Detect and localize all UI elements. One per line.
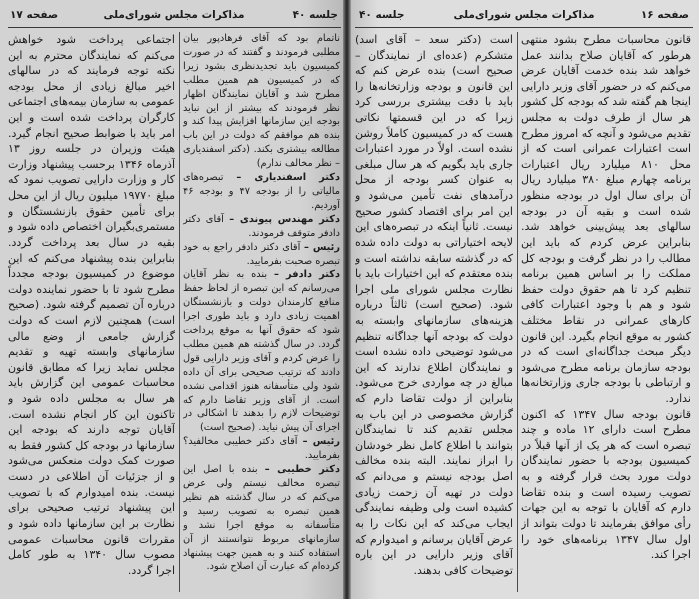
page-number: صفحه ۱۶ [640, 9, 689, 21]
paragraph-text: ناتمام بود که آقای فرهادپور بیان مطلبی فرمودند و گفتند که در صورت کمیسیون باید تجدیدنظری بشود زیرا که در کمیسیون هم همین مطلب مطرح شد و آقایان نمایندگان اظهار نظر فرمودند که بیشتر از این نباید بودجه این سازمانها افزایش پیدا کند و بنده هم موافقم که دولت در این باب مطالعه بیشتری بکند. (دکتر اسفندیاری – نظر مخالف ندارم) [183, 33, 340, 170]
paragraph-text: قانون بودجه سال ۱۳۴۷ که اکنون مطرح است دارای ۱۲ ماده و چند تبصره است که هر یک از آنها قبلاً در کمیسیون بودجه با حضور نمایندگان دولت مورد بحث قرار گرفته و به تصویب رسیده است و بنده تقاضا دارم که آقایان با توجه به این جهات رأی موافق بفرمایند تا دولت بتواند از اول سال ۱۳۴۷ برنامه‌های خود را اجرا کند. [521, 407, 691, 562]
speaker-name: رئیس – [303, 241, 340, 253]
book-gutter [343, 0, 351, 599]
paragraph [183, 241, 340, 269]
column-divider [517, 32, 518, 592]
page-title: مذاکرات مجلس شورای‌ملی [453, 9, 595, 21]
left-page [0, 0, 343, 599]
header-rule [355, 27, 693, 28]
page-title: مذاکرات مجلس شورای‌ملی [103, 9, 245, 21]
paragraph-text: بنده با اصل این تبصره مخالف نیستم ولی عرض می‌کنم که در سال گذشته هم نظیر همین تبصره به تصویب رسید و متأسفانه به موقع اجرا نشد و سازمانهای مربوط نتوانستند از آن استفاده کنند و به همین جهت پیشنهاد کرده‌ام که عبارت آن اصلاح شود. [183, 464, 340, 573]
paragraph-text: آقای دکتر دادفر متوقف فرمودند. [183, 213, 340, 239]
paragraph [521, 32, 691, 407]
paragraph [183, 435, 340, 463]
paragraph [183, 463, 340, 574]
paragraph-text: اجتماعی پرداخت شود خواهش می‌کنم که نمایندگان محترم به این نکته توجه فرمایند که در سالهای اخیر مبالغ زیادی از محل بودجه عمومی به سازمان بیمه‌های اجتماعی کارگران پرداخت شده است و این امر باید با ضوابط صحیح انجام گیرد. هیئت وزیران در جلسه روز ۱۳ آذرماه ۱۳۴۶ برحسب پیشنهاد وزارت کار و وزارت دارایی تصویب نمود که مبلغ ۱۹۷۷۰ میلیون ریال از این محل برای تأمین حقوق بازنشستگان و مستمری‌بگیران اختصاص داده شود و بقیه در سال بعد پرداخت گردد. بنابراین بنده پیشنهاد می‌کنم که این موضوع در کمیسیون بودجه مجدداً مطرح شود تا با حضور نماینده دولت درباره آن تصمیم گرفته شود. (صحیح است) همچنین لازم است که دولت گزارش جامعی از وضع مالی سازمانهای وابسته تهیه و تقدیم مجلس نماید زیرا که مطابق قانون محاسبات عمومی این گزارش باید هر سال به مجلس داده شود و تاکنون این کار انجام نشده است. آقایان توجه دارند که بودجه این سازمانها در بودجه کل کشور فقط به صورت کمک دولت منعکس می‌شود و از جزئیات آن اطلاعی در دست نیست. بنده امیدوارم که با تصویب این پیشنهاد ترتیب صحیحی برای نظارت بر این سازمانها داده شود و مقررات قانون محاسبات عمومی مصوب سال ۱۳۴۰ به طور کامل اجرا گردد. [8, 33, 175, 577]
paragraph-text: است (دکتر سعد – آقای اسد) متشکرم (عده‌ای از نمایندگان – صحیح است) بنده عرض کنم که این قانون و بودجه وزارتخانه‌ها را باید با دقت بیشتری بررسی کرد زیرا که در این قسمتها نکاتی هست که در کمیسیون کاملاً روشن نشده است. اولاً در مورد اعتبارات جاری باید بگویم که هر سال مبلغی به عنوان کسر بودجه از محل درآمدهای نفت تأمین می‌شود و این امر برای اقتصاد کشور صحیح نیست. ثانیاً اینکه در تبصره‌های این لایحه اختیاراتی به دولت داده شده که در گذشته سابقه نداشته است و بنده معتقدم که این اختیارات باید با نظارت مجلس شورای ملی اجرا شود. (صحیح است) ثالثاً درباره هزینه‌های سازمانهای وابسته به دولت که بودجه آنها جداگانه تنظیم می‌شود توضیحی داده نشده است و نمایندگان اطلاع ندارند که این مبالغ در چه مواردی خرج می‌شود. بنابراین از دولت تقاضا دارم که گزارش مخصوصی در این باب به مجلس تقدیم کند تا نمایندگان بتوانند با اطلاع کامل نظر خودشان را ابراز نمایند. البته بنده مخالف اصل بودجه نیستم و می‌دانم که دولت در تهیه آن زحمت زیادی کشیده است ولی وظیفه نمایندگی ایجاب می‌کند که این نکات را به عرض آقایان برسانم و امیدوارم که آقای وزیر دارایی در این باره توضیحات کافی بدهند. [355, 33, 513, 577]
session-number: جلسه ۴۰ [359, 9, 405, 21]
paragraph [183, 171, 340, 213]
text-column-left [355, 32, 513, 592]
speaker-name: رئیس – [302, 436, 340, 448]
paragraph [183, 32, 340, 171]
speaker-name: دکتر خطیبی – [264, 464, 340, 476]
paragraph-text: آقای دکتر دادفر راجع به خود تبصره صحبت بفرمایید. [183, 241, 340, 267]
header-rule [8, 27, 341, 28]
speaker-name: دکتر دادفر – [273, 269, 340, 281]
paragraph [355, 32, 513, 578]
paragraph-text: تبصره‌های مالیاتی را از بودجه ۴۷ و بودجه ۴۶ آوردیم. [183, 172, 340, 211]
page-header [10, 6, 338, 24]
speaker-name: دکتر مهندس پیوندی – [229, 213, 340, 225]
session-number: جلسه ۴۰ [292, 9, 338, 21]
paragraph-text: بنده به نظر آقایان می‌رسانم که این تبصره از لحاظ حفظ منافع کارمندان دولت و بازنشستگان اهمیت زیادی دارد و باید طوری اجرا شود که حقوق آنها به موقع پرداخت گردد. در سال گذشته هم همین مطلب را عرض کردم و آقای وزیر دارایی قول دادند که ترتیب صحیحی برای آن داده شود ولی متأسفانه هنوز اقدامی نشده است. از آقای وزیر تقاضا دارم که توضیحات لازم را بدهند تا اشکالی در اجرای آن پیش نیاید. (صحیح است) [183, 269, 340, 434]
paragraph [521, 407, 691, 563]
right-page [351, 0, 699, 599]
column-divider [179, 32, 180, 592]
page-header [359, 6, 689, 24]
paragraph-text: قانون محاسبات مطرح بشود منتهی هرطور که آقایان صلاح بدانند عمل خواهد شد بنده خدمت آقایان عرض می‌کنم که در حضور آقای وزیر دارایی اینجا هم گفته شد که بودجه کل کشور هر سال از طرف دولت به مجلس تقدیم می‌شود و آنچه که امروز مطرح است اعتبارات عمرانی است که از محل ۸۱۰ میلیارد ریال اعتبارات برنامه چهارم مبلغ ۳۸۰ میلیارد ریال آن برای سال اول در بودجه منظور شده است و بقیه آن در بودجه سالهای بعد پیش‌بینی خواهد شد. بنابراین عرض کردم که باید این مطالب را در نظر گرفت و بودجه کل مملکت را بر اساس همین برنامه تنظیم کرد تا هم حقوق دولت حفظ شود و هم با وجود اعتبارات کافی کارهای عمرانی در نقاط مختلف کشور به موقع انجام بگیرد. این قانون دیگر مبحث جداگانه‌ای است که در بودجه سازمان برنامه مطرح می‌شود و ارتباطی با بودجه جاری وزارتخانه‌ها ندارد. [521, 33, 691, 406]
paragraph-text: آقای دکتر خطیبی مخالفید؟ بفرمایید. [183, 436, 340, 462]
paragraph [183, 268, 340, 435]
text-column-right [521, 32, 691, 592]
speaker-name: دکتر اسفندیاری – [236, 172, 340, 184]
paragraph [8, 32, 175, 578]
paragraph [183, 213, 340, 241]
text-column-left [8, 32, 175, 592]
page-number: صفحه ۱۷ [10, 9, 59, 21]
text-column-right [183, 32, 340, 592]
